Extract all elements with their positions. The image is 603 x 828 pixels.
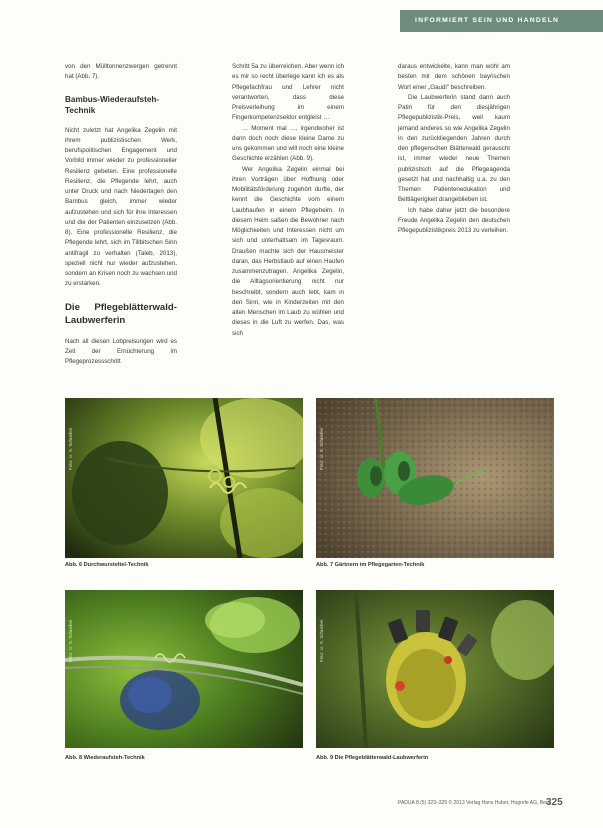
figure-caption: Abb. 6 Durchwursteltel-Technik [65, 562, 149, 568]
figure-caption: Abb. 8 Wiederaufsteh-Technik [65, 755, 145, 761]
text-column-3 [398, 62, 510, 236]
paragraph: Die Laubwerferin stand dann auch Patin für den diesjährigen Pflegepublizistik-Preis, weil kaum jemand anderes so wie Angelika Zegelin in den zurückliegenden Jahren durch den pflegenschen Blätterwald gerauscht ist, immer wieder neue Themen publizistisch auf die Pflegeagenda gesetzt hat und nachhaltig u.a. zu den Themen Patientenedukation und Bettlägerigkeit drangeblieben ist. [398, 93, 510, 204]
section-header-title: INFORMIERT SEIN UND HANDELN [415, 17, 560, 24]
figure-caption: Abb. 7 Gärtnern im Pflegegarten-Technik [316, 562, 425, 568]
paragraph: Schritt 5a zu überreichen. Aber wenn ich es mir so recht überlege kann ich es als Pflegefachfrau und Lehrer nicht verantworten, dass diese Preisverleihung im einem Fingerkompetenzsektor entgleist … [232, 63, 344, 122]
photo-credit: Foto: © S. Schnebel [68, 620, 73, 663]
paragraph: Nicht zuletzt hat Angelika Zegelin mit ihrem publizistischen Werk, berufspolitischen Engagement und Vorbild immer wieder zu professioneller Resilienz gebeten. Eine professionelle Resilienz, die Pflegende lehrt, auch unter Druck und nach Niederlagen den Bambus gleich, immer wieder aufzustehen und sich für ihre Interessen und die der Patienten einzusetzen (Abb. 8). Eine professionelle Resilienz, die Pflegende lehrt, sich im Tillbitschen Sinn antifragil zu verhalten (Taleb, 2013), speziell nicht nur wieder aufzustehen, sondern an Krisen noch zu wachsen und zu erstarken. [65, 126, 177, 288]
journal-footer: PADUA 8 (5) 323–325 © 2013 Verlag Hans Huber, Hogrefe AG, Bern [398, 800, 551, 806]
photo-credit: Foto: © S. Schnebel [319, 620, 324, 663]
figure-caption: Abb. 9 Die Pflegeblätterwald-Laubwerferin [316, 755, 429, 761]
paragraph: von den Mülltonnenzwergen getrennt hat (Abb. 7). [65, 63, 177, 81]
page-number: 325 [546, 797, 563, 808]
paragraph: … Moment mal …, irgendwoher ist dann doch noch diese kleine Dame zu uns gekommen und will noch eine kleine Geschichte erzählen (Abb. 9). [232, 124, 344, 163]
figure-abb-7-photo [316, 398, 554, 558]
figure-abb-9-photo [316, 590, 554, 748]
text-column-2 [232, 62, 344, 339]
figure-abb-8-photo [65, 590, 303, 748]
paragraph: Wer Angelika Zegelin einmal bei ihren Vorträgen über Hoffnung oder Mobilitätsförderung zugehört durfte, der kennt die Geschichte vom einem Laubhaufen in einem Pflegeheim. In diesem Heim saßen die Bewohner nach Möglichkeiten und Interessen nicht um sich und unterhaltsam im Tagesraum. Draußen machte sich der Hausmeister daran, das Herbstlaub auf einen Haufen zusammenzutragen. Angelika Zegelin, die Alltagsorientierung nicht nur beschreibt, sondern auch lebt, kam in den Sinn, wie in Kinderzeiten mit den alten Menschen im Laub zu wühlen und dieses in die Luft zu werfen. Das, was sich [232, 165, 344, 337]
paragraph: daraus entwickelte, kann man wohl am besten mit dem schönen bayrischen Wort einer „Gaudi" beschreiben. [398, 63, 510, 91]
paragraph: Ich habe daher jetzt die besondere Freude Angelika Zegelin den deutschen Pflegepublizistikpreis 2013 zu verleihen. [398, 206, 510, 234]
paragraph: Nach all diesen Lobpreisungen wird es Zeit der Ernüchterung im Pflegeprozessschritt [65, 337, 177, 365]
photo-credit: Foto: © S. Schnebel [68, 428, 73, 471]
figure-abb-6-photo [65, 398, 303, 558]
text-column-1 [65, 62, 177, 367]
photo-credit: Foto: © S. Schnebel [319, 428, 324, 471]
section-heading: Die Pflegeblätterwald-Laubwerferin [65, 301, 177, 326]
section-heading: Bambus-Wiederaufsteh-Technik [65, 94, 160, 115]
